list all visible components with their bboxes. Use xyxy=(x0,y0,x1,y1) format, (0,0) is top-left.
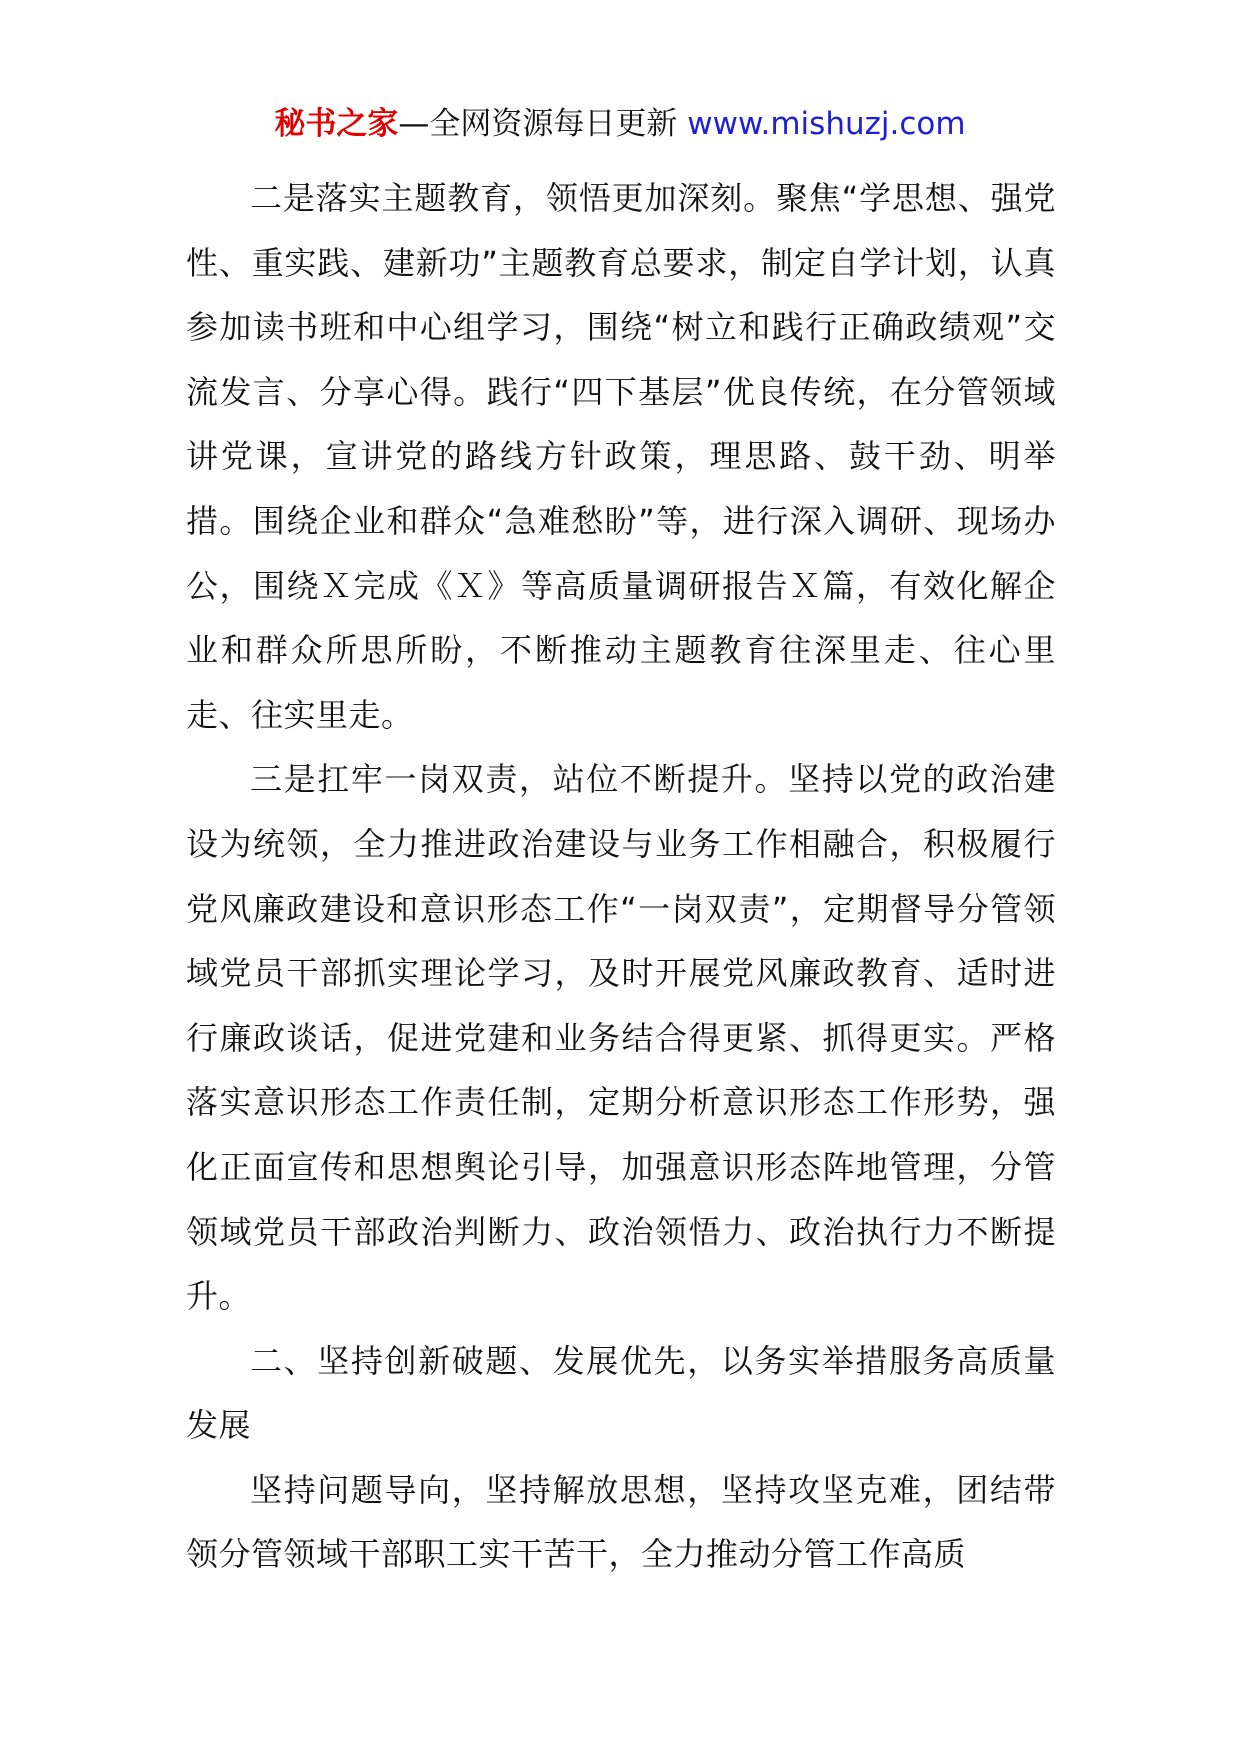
document-body xyxy=(186,166,1056,1587)
site-url[interactable]: www.mishuzj.com xyxy=(687,106,966,142)
paragraph-theme-education: 二是落实主题教育，领悟更加深刻。聚焦“学思想、强党性、重实践、建新功”主题教育总要求，制定自学计划，认真参加读书班和中心组学习，围绕“树立和践行正确政绩观”交流发言、分享心得。践行“四下基层”优良传统，在分管领域讲党课，宣讲党的路线方针政策，理思路、鼓干劲、明举措。围绕企业和群众“急难愁盼”等，进行深入调研、现场办公，围绕Ｘ完成《Ｘ》等高质量调研报告Ｘ篇，有效化解企业和群众所思所盼，不断推动主题教育往深里走、往心里走、往实里走。 xyxy=(186,179,1056,734)
paragraph-problem-oriented: 坚持问题导向，坚持解放思想，坚持攻坚克难，团结带领分管领域干部职工实干苦干，全力推动分管工作高质 xyxy=(186,1470,1056,1574)
site-tagline: —全网资源每日更新 xyxy=(398,106,688,142)
paragraph-dual-responsibility: 三是扛牢一岗双责，站位不断提升。坚持以党的政治建设为统领，全力推进政治建设与业务工作相融合，积极履行党风廉政建设和意识形态工作“一岗双责”，定期督导分管领域党员干部抓实理论学习，及时开展党风廉政教育、适时进行廉政谈话，促进党建和业务结合得更紧、抓得更实。严格落实意识形态工作责任制，定期分析意识形态工作形势，强化正面宣传和思想舆论引导，加强意识形态阵地管理，分管领域党员干部政治判断力、政治领悟力、政治执行力不断提升。 xyxy=(186,760,1056,1316)
section-heading: 二、坚持创新破题、发展优先，以务实举措服务高质量发展 xyxy=(186,1341,1056,1445)
site-brand: 秘书之家 xyxy=(274,106,399,142)
site-header xyxy=(0,102,1240,146)
